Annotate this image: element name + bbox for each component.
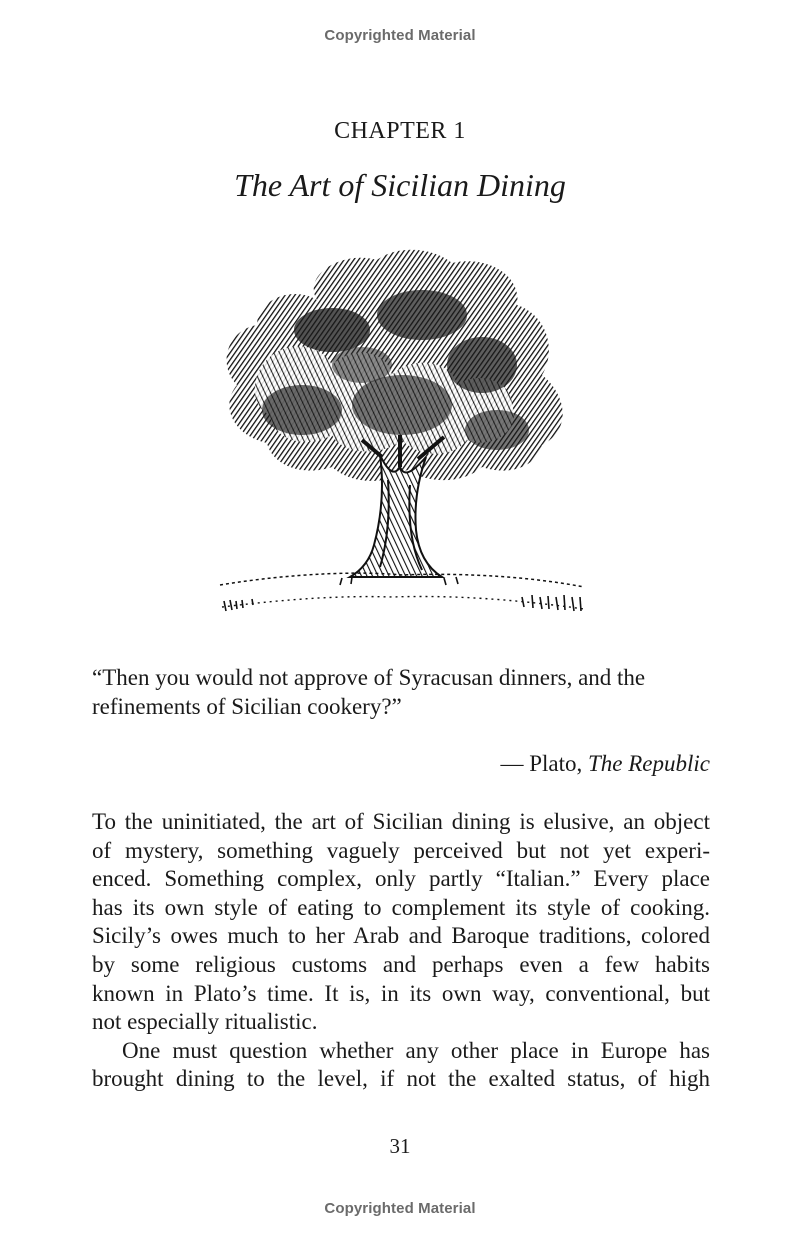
body-line: known in Plato’s time. It is, in its own way, conventional, but	[92, 980, 710, 1006]
chapter-label: CHAPTER 1	[334, 118, 466, 144]
body-line: of mystery, something vaguely perceived but not yet experi-	[92, 837, 710, 863]
attribution-author: — Plato,	[500, 751, 588, 776]
chapter-title: The Art of Sicilian Dining	[234, 167, 566, 203]
epigraph-line: refinements of Sicilian cookery?”	[92, 693, 402, 719]
copyright-watermark-bottom: Copyrighted Material	[324, 1200, 476, 1217]
epigraph-quote	[92, 664, 710, 721]
copyright-watermark-top: Copyrighted Material	[324, 27, 476, 44]
body-line: Sicily’s owes much to her Arab and Baroque traditions, colored	[92, 923, 710, 949]
body-text	[92, 808, 710, 1094]
body-line: To the uninitiated, the art of Sicilian dining is elusive, an object	[92, 809, 710, 834]
page-number: 31	[389, 1134, 411, 1158]
body-line: enced. Something complex, only partly “Italian.” Every place	[92, 866, 710, 892]
body-line: One must question whether any other place in Europe has	[122, 1037, 710, 1063]
body-line: brought dining to the level, if not the exalted status, of high	[92, 1066, 710, 1092]
epigraph-attribution	[92, 750, 710, 779]
body-line: not especially ritualistic.	[92, 1009, 318, 1035]
epigraph-line: “Then you would not approve of Syracusan dinners, and the	[92, 665, 646, 690]
body-line: has its own style of eating to complement its style of cooking.	[92, 894, 710, 920]
tree-illustration-icon	[212, 245, 592, 620]
attribution-work: The Republic	[588, 751, 710, 776]
body-line: by some religious customs and perhaps even a few habits	[92, 951, 710, 977]
